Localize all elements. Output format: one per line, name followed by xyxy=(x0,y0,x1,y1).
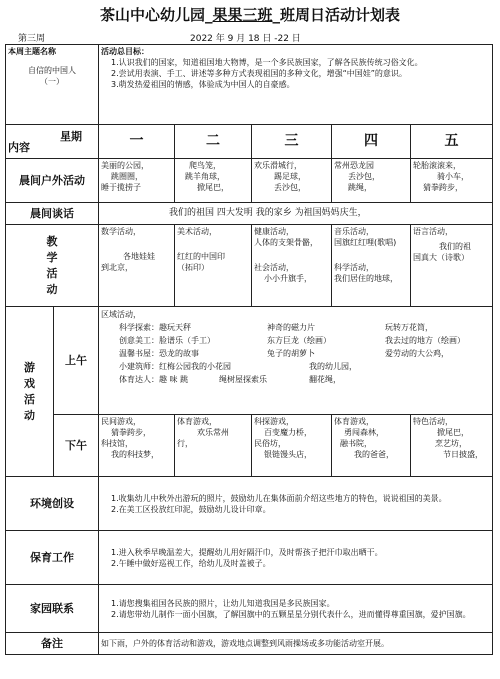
content-label: 内容 xyxy=(8,140,30,154)
teaching-label: 教 学 活 动 xyxy=(6,225,99,307)
remarks-text: 如下雨，户外的体育活动和游戏，游戏地点调整到风雨操场或多功能活动室开展。 xyxy=(99,633,493,655)
day-tuesday: 二 xyxy=(175,125,252,159)
day-friday: 五 xyxy=(411,125,493,159)
title-suffix: _班周日活动计划表 xyxy=(272,6,401,24)
goal-item: 1.认识我们的国家，知道祖国地大物博，是一个多民族国家，了解各民族传统习俗文化。 xyxy=(111,58,423,67)
remarks-label: 备注 xyxy=(6,633,99,655)
afternoon-cell: 特色活动， 掀尾巴， 烹艺坊， 节日披盛， xyxy=(411,415,493,477)
remarks-row xyxy=(6,633,493,655)
outdoor-cell: 爬鸟笼， 跳羊角球， 掀尾巴， xyxy=(175,159,252,203)
care-item: 2.午睡中做好巡视工作，给幼儿及时盖被子。 xyxy=(111,558,271,568)
goal-item: 2.尝试用表演、手工、讲述等多种方式表现祖国的多种文化，增强“中国娃”的意识。 xyxy=(111,69,407,78)
games-afternoon-row xyxy=(6,415,493,477)
games-morning-row xyxy=(6,307,493,415)
outdoor-cell: 轮胎滚滚来， 骑小车， 猜拳跨步， xyxy=(411,159,493,203)
games-label: 游 戏 活 动 xyxy=(6,307,54,477)
area-line: 小建筑师：红梅公园我的小花园 我的幼儿园， xyxy=(119,362,357,371)
teaching-cell: 音乐活动， 国旗红红哩(歌唱) 科学活动， 我们居住的地球， xyxy=(332,225,411,307)
area-line: 创意美工：脸谱乐（手工） 东方巨龙（绘画） 我去过的地方（绘画） xyxy=(119,336,465,345)
title-prefix: 茶山中心幼儿园_ xyxy=(99,6,213,24)
talk-row xyxy=(6,203,493,225)
care-label: 保育工作 xyxy=(6,531,99,585)
days-header-row xyxy=(6,125,493,159)
day-monday: 一 xyxy=(99,125,175,159)
teaching-cell: 美术活动， 红红的中国印 （拓印） xyxy=(175,225,252,307)
care-cell xyxy=(99,531,493,585)
class-name: 果果三班 xyxy=(212,6,273,24)
environment-label: 环境创设 xyxy=(6,477,99,531)
theme-cell xyxy=(6,45,99,125)
day-wednesday: 三 xyxy=(252,125,332,159)
teaching-cell: 健康活动， 人体的支架骨骼， 社会活动， 小小升旗手， xyxy=(252,225,332,307)
family-item: 2.请您带幼儿制作一面小国旗，了解国旗中的五颗星星分别代表什么，进而懂得尊重国旗，爱护国旗。 xyxy=(111,609,471,619)
area-heading: 区域活动， xyxy=(101,310,141,319)
talk-label: 晨间谈话 xyxy=(6,203,99,225)
goals-cell xyxy=(99,45,493,125)
family-row xyxy=(6,585,493,633)
area-line: 科学探索：趣玩天秤 神奇的磁力片 玩转万花筒， xyxy=(119,323,433,332)
outdoor-label: 晨间户外活动 xyxy=(6,159,99,203)
weekday-header-cell xyxy=(6,125,99,159)
afternoon-cell: 科探游戏， 百变魔力桥， 民俗坊， 银链馒头店， xyxy=(252,415,332,477)
outdoor-cell: 欢乐滑城行， 踢足球， 丢沙包， xyxy=(252,159,332,203)
theme-label: 本周主题名称 xyxy=(8,47,56,56)
care-item: 1.进入秋季早晚温差大，提醒幼儿用好隔汗巾，及时帮孩子把汗巾取出晒干。 xyxy=(111,547,383,557)
afternoon-label: 下午 xyxy=(54,415,99,477)
week-label: 第三周 xyxy=(18,34,46,44)
afternoon-cell: 体育游戏， 欢乐常州 行， xyxy=(175,415,252,477)
environment-item: 1.收集幼儿中秋外出游玩的照片，鼓励幼儿在集体面前介绍这些地方的特色，说说祖国的美景。 xyxy=(111,493,447,503)
outdoor-cell: 美丽的公园， 跳圈圈， 睡于揽捞子 xyxy=(99,159,175,203)
area-activities-cell xyxy=(99,307,493,415)
outdoor-row xyxy=(6,159,493,203)
area-line: 温馨书屋：恐龙的故事 兔子的胡萝卜 爱劳动的大公鸡， xyxy=(119,349,449,358)
afternoon-cell: 民间游戏， 猜拳跨步， 科技馆， 我的科技梦， xyxy=(99,415,175,477)
afternoon-cell: 体育游戏， 勇闯森林， 融书院， 我的爸爸， xyxy=(332,415,411,477)
family-item: 1.请您搜集祖国各民族的照片，让幼儿知道我国是多民族国家。 xyxy=(111,598,335,608)
date-range: 2022 年 9 月 18 日 -22 日 xyxy=(190,34,301,44)
family-label: 家园联系 xyxy=(6,585,99,633)
family-cell xyxy=(99,585,493,633)
environment-item: 2.在美工区投放红印泥，鼓励幼儿设计印章。 xyxy=(111,504,271,514)
teaching-cell: 语言活动， 我们的祖 国真大（诗歌） xyxy=(411,225,493,307)
goals-label: 活动总目标： xyxy=(101,47,149,56)
page-title xyxy=(0,4,500,25)
goal-item: 3.萌发热爱祖国的情感，体验成为中国人的自豪感。 xyxy=(111,80,295,89)
weekday-label: 星期 xyxy=(60,129,82,143)
plan-table xyxy=(5,44,493,655)
outdoor-cell: 常州恐龙园 丢沙包， 跳绳， xyxy=(332,159,411,203)
teaching-cell: 数学活动， 各地娃娃 到北京， xyxy=(99,225,175,307)
day-thursday: 四 xyxy=(332,125,411,159)
theme-row xyxy=(6,45,493,125)
environment-cell xyxy=(99,477,493,531)
theme-name: 自信的中国人 xyxy=(28,66,76,75)
care-row xyxy=(6,531,493,585)
theme-part: （一） xyxy=(40,77,64,86)
morning-label: 上午 xyxy=(54,307,99,415)
teaching-row xyxy=(6,225,493,307)
area-line: 体育达人：趣 味 跳 绳树屋探索乐 翻花绳， xyxy=(119,375,341,384)
talk-text: 我们的祖国 四大发明 我的家乡 为祖国妈妈庆生， xyxy=(99,203,493,225)
environment-row xyxy=(6,477,493,531)
